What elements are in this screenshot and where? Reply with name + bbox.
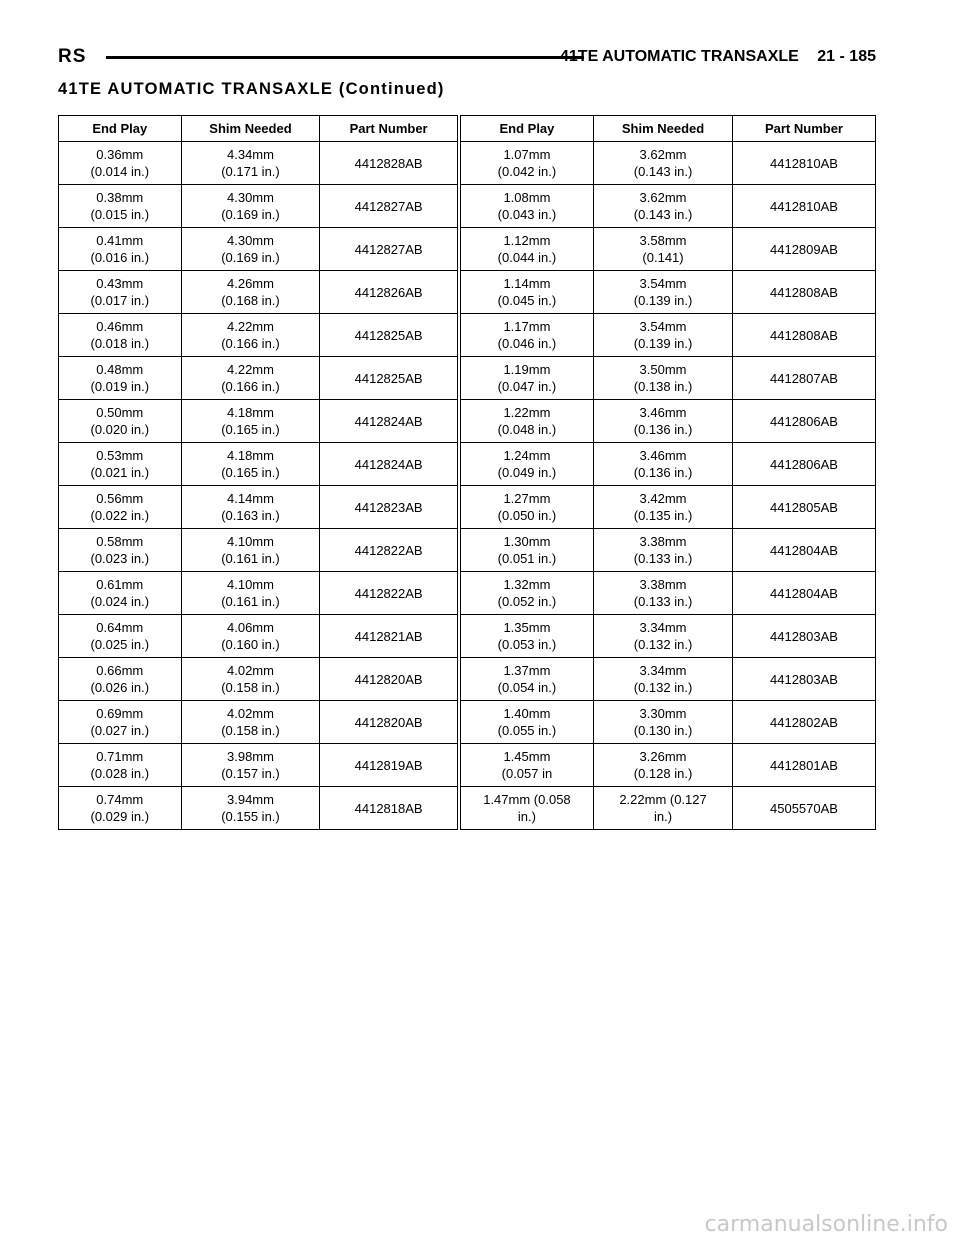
end-play-cell (59, 228, 182, 271)
end-play-cell-mm: 0.64mm (96, 620, 144, 635)
col-header-shim-needed: Shim Needed (181, 116, 320, 142)
part-number-cell: 4412820AB (320, 701, 459, 744)
table-row (59, 615, 876, 658)
shim-needed-cell-in: (0.171 in.) (221, 164, 280, 179)
table-row (59, 314, 876, 357)
part-number-cell: 4412824AB (320, 400, 459, 443)
shim-needed-cell-mm: 3.54mm (639, 276, 687, 291)
end-play-cell-in: (0.053 in.) (497, 637, 557, 652)
end-play-cell-in: in.) (517, 809, 536, 824)
end-play-cell (459, 529, 594, 572)
end-play-cell (59, 185, 182, 228)
part-number-cell: 4505570AB (732, 787, 875, 830)
end-play-cell (59, 486, 182, 529)
shim-needed-cell-in: (0.161 in.) (221, 551, 280, 566)
end-play-cell-in: (0.021 in.) (90, 465, 150, 480)
shim-needed-cell (594, 787, 733, 830)
end-play-cell-in: (0.047 in.) (497, 379, 557, 394)
table-row (59, 529, 876, 572)
shim-needed-cell (594, 615, 733, 658)
table-row (59, 228, 876, 271)
shim-needed-cell (181, 142, 320, 185)
shim-needed-cell (594, 357, 733, 400)
part-number-cell: 4412806AB (732, 443, 875, 486)
shim-table (58, 115, 876, 830)
end-play-cell-mm: 1.17mm (503, 319, 551, 334)
shim-needed-cell (594, 486, 733, 529)
part-number-cell: 4412823AB (320, 486, 459, 529)
end-play-cell (459, 185, 594, 228)
shim-needed-cell-in: (0.168 in.) (221, 293, 280, 308)
end-play-cell-in: (0.054 in.) (497, 680, 557, 695)
shim-needed-cell (594, 744, 733, 787)
shim-needed-cell (181, 314, 320, 357)
shim-needed-cell-in: (0.133 in.) (633, 551, 693, 566)
shim-needed-cell (594, 572, 733, 615)
end-play-cell-in: (0.048 in.) (497, 422, 557, 437)
shim-needed-cell-in: (0.163 in.) (221, 508, 280, 523)
end-play-cell-mm: 1.32mm (503, 577, 551, 592)
shim-needed-cell-in: (0.141) (642, 250, 684, 265)
shim-needed-cell-mm: 4.10mm (227, 577, 274, 592)
header-rule (106, 56, 584, 59)
shim-needed-cell (181, 400, 320, 443)
end-play-cell-in: (0.024 in.) (90, 594, 150, 609)
part-number-cell: 4412825AB (320, 314, 459, 357)
part-number-cell: 4412824AB (320, 443, 459, 486)
table-row (59, 744, 876, 787)
end-play-cell-mm: 1.24mm (503, 448, 551, 463)
shim-needed-cell (594, 314, 733, 357)
shim-needed-cell-mm: 4.26mm (227, 276, 274, 291)
end-play-cell-mm: 0.50mm (96, 405, 144, 420)
table-row (59, 142, 876, 185)
end-play-cell (459, 357, 594, 400)
shim-needed-cell-mm: 3.26mm (639, 749, 687, 764)
shim-needed-cell-mm: 3.50mm (639, 362, 687, 377)
shim-needed-cell-in: (0.143 in.) (633, 207, 693, 222)
part-number-cell: 4412804AB (732, 572, 875, 615)
shim-needed-cell (594, 529, 733, 572)
shim-needed-cell (594, 658, 733, 701)
end-play-cell-in: (0.043 in.) (497, 207, 557, 222)
end-play-cell (459, 572, 594, 615)
shim-needed-cell (181, 701, 320, 744)
end-play-cell-mm: 0.53mm (96, 448, 144, 463)
shim-needed-cell-in: (0.139 in.) (633, 293, 693, 308)
page-number: 21 - 185 (817, 48, 876, 65)
shim-needed-cell (181, 744, 320, 787)
shim-needed-cell (181, 529, 320, 572)
shim-needed-cell (181, 357, 320, 400)
shim-needed-cell-mm: 3.62mm (639, 190, 687, 205)
end-play-cell-mm: 1.12mm (503, 233, 551, 248)
part-number-cell: 4412827AB (320, 228, 459, 271)
col-header-part-number: Part Number (732, 116, 875, 142)
shim-needed-cell-mm: 3.38mm (639, 534, 687, 549)
end-play-cell (59, 357, 182, 400)
end-play-cell (459, 701, 594, 744)
part-number-cell: 4412822AB (320, 529, 459, 572)
shim-needed-cell-in: (0.135 in.) (633, 508, 693, 523)
shim-needed-cell-mm: 4.06mm (227, 620, 274, 635)
part-number-cell: 4412808AB (732, 314, 875, 357)
page-header (58, 46, 876, 74)
end-play-cell (459, 615, 594, 658)
shim-needed-cell (181, 271, 320, 314)
end-play-cell-in: (0.023 in.) (90, 551, 150, 566)
table-row (59, 701, 876, 744)
col-header-end-play: End Play (459, 116, 594, 142)
end-play-cell (59, 658, 182, 701)
end-play-cell (459, 271, 594, 314)
shim-needed-cell-mm: 4.02mm (227, 706, 274, 721)
end-play-cell (59, 615, 182, 658)
part-number-cell: 4412820AB (320, 658, 459, 701)
end-play-cell-mm: 1.27mm (503, 491, 551, 506)
part-number-cell: 4412819AB (320, 744, 459, 787)
watermark: carmanualsonline.info (704, 1212, 948, 1237)
shim-needed-cell-mm: 3.94mm (227, 792, 274, 807)
part-number-cell: 4412804AB (732, 529, 875, 572)
part-number-cell: 4412825AB (320, 357, 459, 400)
shim-needed-cell-mm: 3.46mm (639, 448, 687, 463)
shim-needed-cell (594, 443, 733, 486)
shim-needed-cell-mm: 4.18mm (227, 405, 274, 420)
shim-needed-cell-in: (0.132 in.) (633, 637, 693, 652)
shim-needed-cell (181, 787, 320, 830)
end-play-cell-mm: 0.38mm (96, 190, 144, 205)
end-play-cell (459, 744, 594, 787)
shim-needed-cell-in: (0.160 in.) (221, 637, 280, 652)
shim-needed-cell (181, 185, 320, 228)
end-play-cell-in: (0.019 in.) (90, 379, 150, 394)
col-header-end-play: End Play (59, 116, 182, 142)
shim-needed-cell-mm: 4.14mm (227, 491, 274, 506)
table-row (59, 572, 876, 615)
end-play-cell-in: (0.027 in.) (90, 723, 150, 738)
part-number-cell: 4412801AB (732, 744, 875, 787)
end-play-cell (459, 400, 594, 443)
end-play-cell (459, 787, 594, 830)
end-play-cell (59, 443, 182, 486)
shim-needed-cell-in: (0.139 in.) (633, 336, 693, 351)
end-play-cell (459, 658, 594, 701)
shim-needed-cell-mm: 4.18mm (227, 448, 274, 463)
end-play-cell-mm: 0.43mm (96, 276, 144, 291)
col-header-part-number: Part Number (320, 116, 459, 142)
end-play-cell-in: (0.016 in.) (90, 250, 150, 265)
end-play-cell-mm: 1.35mm (503, 620, 551, 635)
shim-needed-cell-in: (0.132 in.) (633, 680, 693, 695)
end-play-cell-in: (0.042 in.) (497, 164, 557, 179)
end-play-cell-mm: 1.30mm (503, 534, 551, 549)
table-row (59, 443, 876, 486)
table-row (59, 185, 876, 228)
end-play-cell-in: (0.017 in.) (90, 293, 150, 308)
shim-needed-cell-in: (0.157 in.) (221, 766, 280, 781)
shim-needed-cell-mm: 4.10mm (227, 534, 274, 549)
end-play-cell-mm: 0.69mm (96, 706, 144, 721)
end-play-cell-in: (0.055 in.) (497, 723, 557, 738)
part-number-cell: 4412805AB (732, 486, 875, 529)
end-play-cell-in: (0.014 in.) (90, 164, 150, 179)
shim-needed-cell (181, 572, 320, 615)
end-play-cell (459, 443, 594, 486)
part-number-cell: 4412806AB (732, 400, 875, 443)
part-number-cell: 4412810AB (732, 185, 875, 228)
table-row (59, 357, 876, 400)
shim-needed-cell-in: (0.143 in.) (633, 164, 693, 179)
table-row (59, 271, 876, 314)
part-number-cell: 4412809AB (732, 228, 875, 271)
end-play-cell-mm: 0.71mm (96, 749, 144, 764)
table-row (59, 787, 876, 830)
table-row (59, 486, 876, 529)
shim-needed-cell-in: (0.166 in.) (221, 336, 280, 351)
end-play-cell (59, 271, 182, 314)
shim-needed-cell (594, 701, 733, 744)
shim-needed-cell (594, 228, 733, 271)
table-body (59, 142, 876, 830)
shim-needed-cell-mm: 3.38mm (639, 577, 687, 592)
shim-needed-cell-mm: 4.22mm (227, 319, 274, 334)
part-number-cell: 4412821AB (320, 615, 459, 658)
end-play-cell-mm: 0.56mm (96, 491, 144, 506)
shim-needed-cell-mm: 4.22mm (227, 362, 274, 377)
end-play-cell-in: (0.018 in.) (90, 336, 150, 351)
shim-needed-cell-in: (0.165 in.) (221, 422, 280, 437)
shim-needed-cell-in: (0.136 in.) (633, 465, 693, 480)
shim-needed-cell (181, 443, 320, 486)
end-play-cell-mm: 0.66mm (96, 663, 144, 678)
shim-needed-cell-mm: 3.34mm (639, 663, 687, 678)
end-play-cell-mm: 1.47mm (0.058 (483, 792, 571, 807)
shim-needed-cell-mm: 3.30mm (639, 706, 687, 721)
table-header-row (59, 116, 876, 142)
end-play-cell-mm: 1.14mm (503, 276, 551, 291)
part-number-cell: 4412822AB (320, 572, 459, 615)
shim-needed-cell-mm: 3.62mm (639, 147, 687, 162)
shim-needed-cell-mm: 3.98mm (227, 749, 274, 764)
shim-needed-cell-in: (0.169 in.) (221, 250, 280, 265)
end-play-cell-in: (0.025 in.) (90, 637, 150, 652)
end-play-cell-in: (0.051 in.) (497, 551, 557, 566)
shim-needed-cell-in: (0.136 in.) (633, 422, 693, 437)
shim-needed-cell-in: (0.130 in.) (633, 723, 693, 738)
shim-needed-cell-in: (0.138 in.) (633, 379, 693, 394)
end-play-cell-mm: 0.36mm (96, 147, 144, 162)
shim-needed-cell-in: (0.133 in.) (633, 594, 693, 609)
end-play-cell-mm: 0.46mm (96, 319, 144, 334)
end-play-cell (59, 529, 182, 572)
shim-needed-cell-mm: 3.54mm (639, 319, 687, 334)
shim-needed-cell (181, 486, 320, 529)
table-row (59, 658, 876, 701)
shim-needed-cell-mm: 2.22mm (0.127 (619, 792, 707, 807)
end-play-cell-in: (0.050 in.) (497, 508, 557, 523)
shim-needed-cell-in: (0.158 in.) (221, 680, 280, 695)
shim-needed-cell-in: (0.155 in.) (221, 809, 280, 824)
part-number-cell: 4412807AB (732, 357, 875, 400)
header-right (546, 48, 876, 66)
end-play-cell-mm: 0.41mm (96, 233, 144, 248)
end-play-cell (59, 400, 182, 443)
shim-needed-cell-in: (0.166 in.) (221, 379, 280, 394)
end-play-cell-in: (0.028 in.) (90, 766, 150, 781)
end-play-cell-mm: 0.74mm (96, 792, 144, 807)
end-play-cell-mm: 1.19mm (503, 362, 551, 377)
end-play-cell (459, 228, 594, 271)
end-play-cell-mm: 1.22mm (503, 405, 551, 420)
end-play-cell-in: (0.044 in.) (497, 250, 557, 265)
end-play-cell (59, 744, 182, 787)
shim-needed-cell-mm: 4.30mm (227, 190, 274, 205)
shim-needed-cell (594, 400, 733, 443)
end-play-cell (459, 486, 594, 529)
shim-needed-cell-in: (0.165 in.) (221, 465, 280, 480)
part-number-cell: 4412802AB (732, 701, 875, 744)
end-play-cell-in: (0.049 in.) (497, 465, 557, 480)
end-play-cell-in: (0.029 in.) (90, 809, 150, 824)
end-play-cell-in: (0.052 in.) (497, 594, 557, 609)
shim-needed-cell (594, 142, 733, 185)
part-number-cell: 4412808AB (732, 271, 875, 314)
section-title: 41TE AUTOMATIC TRANSAXLE (Continued) (58, 80, 445, 98)
end-play-cell-in: (0.020 in.) (90, 422, 150, 437)
part-number-cell: 4412803AB (732, 658, 875, 701)
shim-needed-cell (181, 658, 320, 701)
shim-needed-cell (594, 185, 733, 228)
part-number-cell: 4412826AB (320, 271, 459, 314)
shim-needed-cell-mm: 3.34mm (639, 620, 687, 635)
end-play-cell-mm: 1.07mm (503, 147, 551, 162)
end-play-cell (459, 142, 594, 185)
end-play-cell-mm: 1.37mm (503, 663, 551, 678)
shim-needed-cell-in: (0.128 in.) (633, 766, 693, 781)
end-play-cell (59, 701, 182, 744)
shim-needed-cell (181, 228, 320, 271)
shim-needed-cell-in: (0.169 in.) (221, 207, 280, 222)
end-play-cell-in: (0.045 in.) (497, 293, 557, 308)
end-play-cell (59, 787, 182, 830)
end-play-cell-mm: 1.08mm (503, 190, 551, 205)
end-play-cell (59, 572, 182, 615)
end-play-cell-mm: 1.45mm (503, 749, 551, 764)
shim-needed-cell-mm: 3.42mm (639, 491, 687, 506)
part-number-cell: 4412803AB (732, 615, 875, 658)
shim-needed-cell-in: (0.161 in.) (221, 594, 280, 609)
part-number-cell: 4412810AB (732, 142, 875, 185)
end-play-cell-in: (0.026 in.) (90, 680, 150, 695)
end-play-cell-mm: 1.40mm (503, 706, 551, 721)
shim-needed-cell-in: in.) (654, 809, 673, 824)
end-play-cell-mm: 0.58mm (96, 534, 144, 549)
shim-needed-cell-mm: 4.34mm (227, 147, 274, 162)
shim-needed-cell-mm: 4.30mm (227, 233, 274, 248)
shim-needed-cell-in: (0.158 in.) (221, 723, 280, 738)
end-play-cell-mm: 0.61mm (96, 577, 144, 592)
end-play-cell (59, 142, 182, 185)
end-play-cell (59, 314, 182, 357)
header-title: 41TE AUTOMATIC TRANSAXLE (560, 48, 799, 65)
shim-needed-cell (594, 271, 733, 314)
shim-needed-cell-mm: 3.58mm (639, 233, 687, 248)
end-play-cell-in: (0.022 in.) (90, 508, 150, 523)
end-play-cell-in: (0.046 in.) (497, 336, 557, 351)
col-header-shim-needed: Shim Needed (594, 116, 733, 142)
part-number-cell: 4412828AB (320, 142, 459, 185)
header-model-code: RS (58, 46, 87, 67)
end-play-cell-in: (0.057 in (501, 766, 553, 781)
shim-needed-cell-mm: 3.46mm (639, 405, 687, 420)
end-play-cell-in: (0.015 in.) (90, 207, 150, 222)
end-play-cell (459, 314, 594, 357)
table-row (59, 400, 876, 443)
part-number-cell: 4412818AB (320, 787, 459, 830)
end-play-cell-mm: 0.48mm (96, 362, 144, 377)
shim-needed-cell-mm: 4.02mm (227, 663, 274, 678)
part-number-cell: 4412827AB (320, 185, 459, 228)
shim-needed-cell (181, 615, 320, 658)
